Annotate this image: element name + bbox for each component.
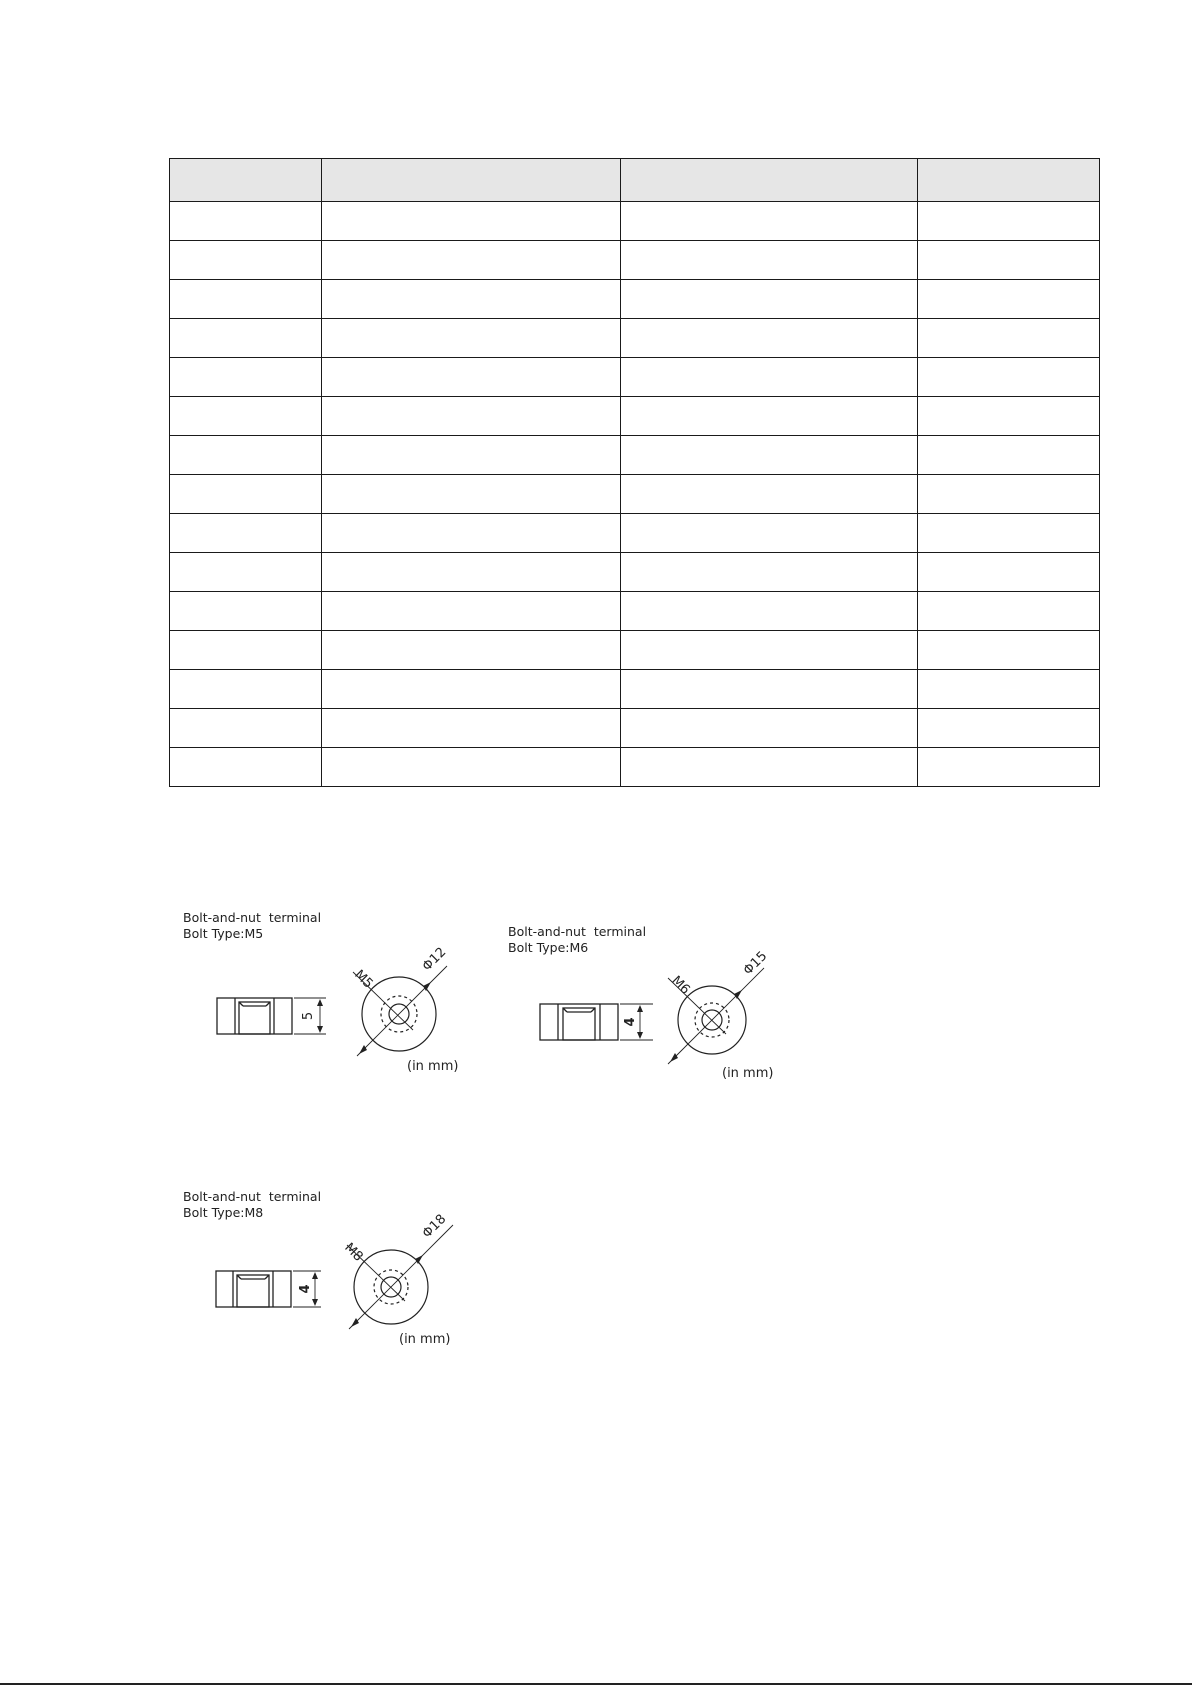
table-row: [170, 475, 1100, 514]
unit-label: (in mm): [407, 1059, 459, 1074]
table-cell: [170, 280, 322, 319]
table-cell: [322, 475, 621, 514]
diameter-label: Φ12: [419, 944, 450, 975]
table-cell: [621, 670, 918, 709]
table-cell: [170, 553, 322, 592]
table-cell: [621, 397, 918, 436]
table-row: [170, 202, 1100, 241]
table-cell: [918, 553, 1100, 592]
table-cell: [621, 553, 918, 592]
table-header-cell: [918, 159, 1100, 202]
table-cell: [918, 475, 1100, 514]
table-header-row: [170, 159, 1100, 202]
table-header-cell: [621, 159, 918, 202]
table-header-cell: [170, 159, 322, 202]
table-cell: [918, 670, 1100, 709]
table-cell: [621, 241, 918, 280]
table-header-cell: [322, 159, 621, 202]
bolt-size-label: M8: [341, 1240, 366, 1265]
table-cell: [322, 436, 621, 475]
table-cell: [621, 631, 918, 670]
unit-label: (in mm): [722, 1066, 774, 1081]
table-cell: [170, 670, 322, 709]
drawing-caption-line2: Bolt Type:M6: [508, 940, 589, 955]
table-cell: [322, 553, 621, 592]
table-cell: [621, 202, 918, 241]
table-row: [170, 436, 1100, 475]
drawing-caption-line2: Bolt Type:M8: [183, 1205, 264, 1220]
table-cell: [918, 202, 1100, 241]
table-cell: [170, 475, 322, 514]
drawing-caption-line1: Bolt-and-nut terminal: [183, 910, 322, 925]
table-cell: [170, 202, 322, 241]
table-cell: [918, 592, 1100, 631]
table-cell: [170, 397, 322, 436]
table-cell: [322, 631, 621, 670]
drawing-caption-line1: Bolt-and-nut terminal: [183, 1189, 322, 1204]
terminal-drawing-m6: [508, 924, 828, 1104]
table-cell: [322, 241, 621, 280]
table-cell: [621, 748, 918, 787]
table-row: [170, 748, 1100, 787]
terminal-figure: [508, 924, 828, 1104]
table-cell: [322, 670, 621, 709]
table-row: [170, 670, 1100, 709]
table-cell: [170, 514, 322, 553]
table-cell: [170, 358, 322, 397]
table-cell: [918, 748, 1100, 787]
height-dimension: 4: [298, 1284, 313, 1294]
bolt-size-label: M6: [668, 973, 693, 998]
table-cell: [918, 280, 1100, 319]
drawing-caption-line1: Bolt-and-nut terminal: [508, 924, 647, 939]
table-cell: [918, 319, 1100, 358]
terminal-figure: [183, 1189, 503, 1369]
table-row: [170, 358, 1100, 397]
table-cell: [621, 436, 918, 475]
table-row: [170, 241, 1100, 280]
terminal-drawing-m8: [183, 1189, 503, 1369]
drawing-caption-line2: Bolt Type:M5: [183, 926, 264, 941]
table-cell: [621, 592, 918, 631]
table-cell: [170, 592, 322, 631]
table-cell: [170, 631, 322, 670]
height-dimension: 5: [301, 1011, 316, 1021]
table-cell: [621, 514, 918, 553]
table-cell: [170, 241, 322, 280]
table-row: [170, 397, 1100, 436]
table-cell: [170, 748, 322, 787]
table-cell: [918, 358, 1100, 397]
table-row: [170, 631, 1100, 670]
table-cell: [918, 436, 1100, 475]
table-cell: [322, 709, 621, 748]
table-cell: [918, 709, 1100, 748]
diameter-label: Φ15: [740, 948, 771, 979]
table-row: [170, 280, 1100, 319]
table-row: [170, 514, 1100, 553]
terminal-drawing-m5: [183, 910, 503, 1090]
table-row: [170, 553, 1100, 592]
bolt-size-label: M5: [351, 967, 376, 992]
table-cell: [918, 241, 1100, 280]
table-cell: [170, 709, 322, 748]
spec-table: [169, 158, 1100, 787]
table-cell: [918, 631, 1100, 670]
table-cell: [322, 592, 621, 631]
table-row: [170, 319, 1100, 358]
table-cell: [322, 748, 621, 787]
table-cell: [322, 280, 621, 319]
table-cell: [621, 475, 918, 514]
top-view: [347, 1225, 453, 1329]
table-cell: [322, 397, 621, 436]
table-cell: [918, 397, 1100, 436]
table-cell: [322, 514, 621, 553]
unit-label: (in mm): [399, 1332, 451, 1347]
table-cell: [170, 436, 322, 475]
diameter-label: Φ18: [419, 1211, 450, 1242]
table-cell: [621, 358, 918, 397]
table-cell: [621, 319, 918, 358]
table-cell: [621, 709, 918, 748]
table-cell: [170, 319, 322, 358]
table-cell: [621, 280, 918, 319]
table-row: [170, 709, 1100, 748]
table-row: [170, 592, 1100, 631]
table-cell: [918, 514, 1100, 553]
table-cell: [322, 202, 621, 241]
height-dimension: 4: [623, 1017, 638, 1027]
table-cell: [322, 319, 621, 358]
table-cell: [322, 358, 621, 397]
